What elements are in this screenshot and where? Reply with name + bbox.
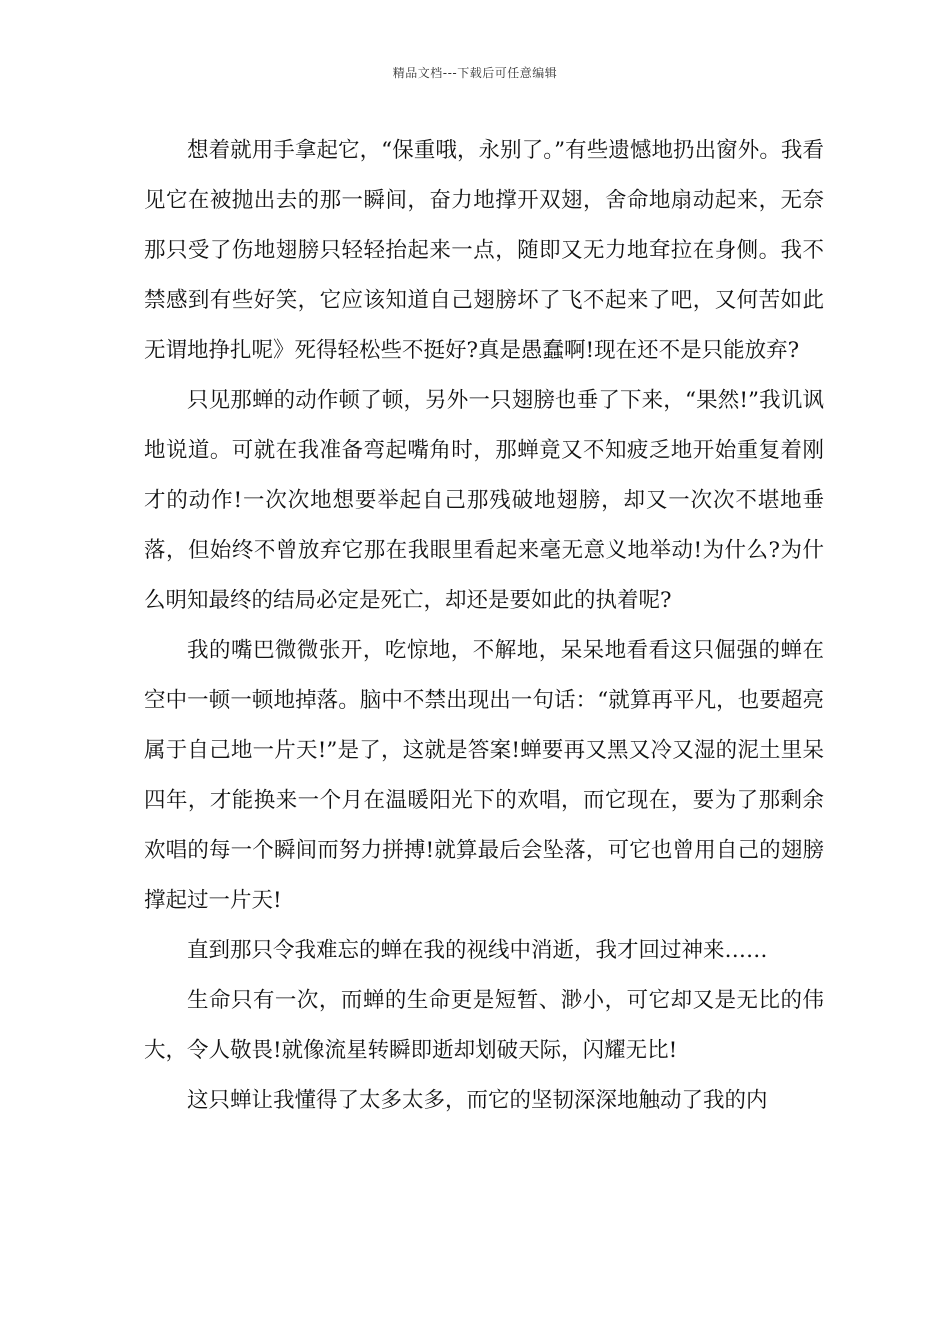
paragraph-1: 想着就用手拿起它，“保重哦，永别了。”有些遗憾地扔出窗外。我看见它在被抛出去的那一瞬间，奋力地撑开双翅，舍命地扇动起来，无奈那只受了伤地翅膀只轻轻抬起来一点，随即又无力地耷拉在身侧。我不禁感到有些好笑，它应该知道自己翅膀坏了飞不起来了吧，又何苦如此无谓地挣扎呢》死得轻松些不挺好?真是愚蠢啊!现在还不是只能放弃?	[144, 138, 824, 363]
paragraph-6: 这只蝉让我懂得了太多太多，而它的坚韧深深地触动了我的内	[187, 1088, 768, 1113]
article-body	[144, 126, 824, 1126]
paragraph-2: 只见那蝉的动作顿了顿，另外一只翅膀也垂了下来，“果然!”我讥讽地说道。可就在我准备弯起嘴角时，那蝉竟又不知疲乏地开始重复着刚才的动作!一次次地想要举起自己那残破地翅膀，却又一次次不堪地垂落，但始终不曾放弃它那在我眼里看起来毫无意义地举动!为什么?为什么明知最终的结局必定是死亡，却还是要如此的执着呢?	[144, 388, 824, 613]
page-header: 精品文档---下载后可任意编辑	[392, 66, 558, 80]
paragraph-4: 直到那只令我难忘的蝉在我的视线中消逝，我才回过神来……	[187, 938, 768, 963]
paragraph-3: 我的嘴巴微微张开，吃惊地，不解地，呆呆地看看这只倔强的蝉在空中一顿一顿地掉落。脑中不禁出现出一句话：“就算再平凡，也要超亮属于自己地一片天!”是了，这就是答案!蝉要再又黑又冷又湿的泥土里呆四年，才能换来一个月在温暖阳光下的欢唱，而它现在，要为了那剩余欢唱的每一个瞬间而努力拼搏!就算最后会坠落，可它也曾用自己的翅膀撑起过一片天!	[144, 638, 824, 913]
paragraph-5: 生命只有一次，而蝉的生命更是短暂、渺小，可它却又是无比的伟大，令人敬畏!就像流星转瞬即逝却划破天际，闪耀无比!	[144, 988, 824, 1063]
